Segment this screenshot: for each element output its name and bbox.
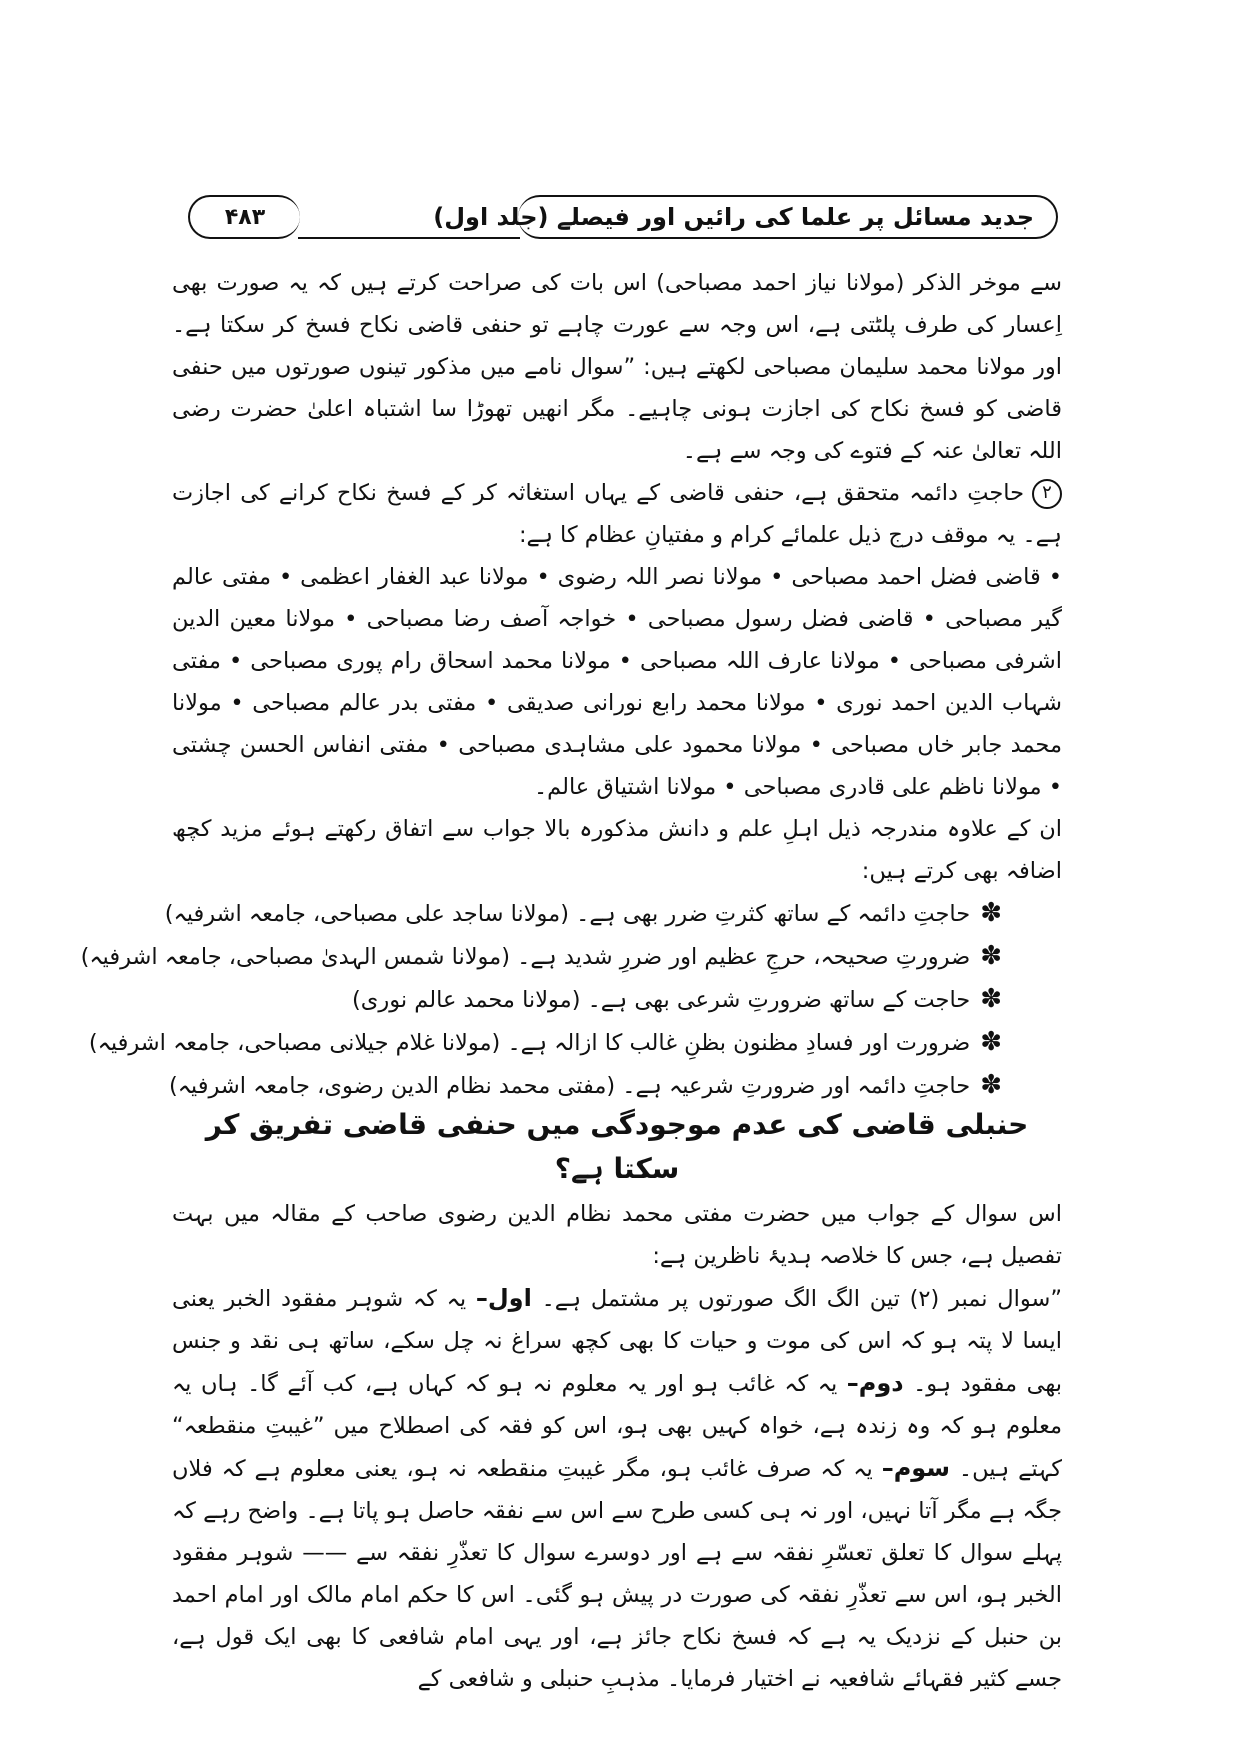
label-third: سوم– bbox=[881, 1454, 950, 1482]
asterisk-icon: ✽ bbox=[980, 984, 1002, 1014]
paragraph-2-text: حاجتِ دائمہ متحقق ہے، حنفی قاضی کے یہاں استغاثہ کر کے فسخ نکاح کرانے کی اجازت ہے۔ یہ موقف درج ذیل علمائے کرام و مفتیانِ عظام کا ہے: bbox=[172, 480, 1062, 548]
asterisk-icon: ✽ bbox=[980, 898, 1002, 928]
label-first: اول– bbox=[475, 1284, 532, 1312]
opinion-list bbox=[80, 892, 1062, 1107]
asterisk-icon: ✽ bbox=[980, 941, 1002, 971]
section-heading: حنبلی قاضی کی عدم موجودگی میں حنفی قاضی تفریق کر سکتا ہے؟ bbox=[205, 1108, 1029, 1185]
scholar-names: • قاضی فضل احمد مصباحی • مولانا نصر اللہ رضوی • مولانا عبد الغفار اعظمی • مفتی عالم گیر مصباحی • قاضی فضل رسول مصباحی • خواجہ آصف رضا مصباحی • مولانا معین الدین اشرفی مصباحی • مولانا عارف اللہ مصباحی • مولانا محمد اسحاق رام پوری مصباحی • مفتی شہاب الدین احمد نوری • مولانا محمد رابع نورانی صدیقی • مفتی بدر عالم مصباحی • مولانا محمد جابر خاں مصباحی • مولانا محمود علی مشاہدی مصباحی • مفتی انفاس الحسن چشتی • مولانا ناظم علی قادری مصباحی • مولانا اشتیاق عالم۔ bbox=[172, 564, 1062, 800]
intro-paragraph: ان کے علاوہ مندرجہ ذیل اہلِ علم و دانش مذکورہ بالا جواب سے اتفاق رکھتے ہوئے مزید کچھ اضافہ بھی کرتے ہیں: bbox=[172, 816, 1062, 884]
page-header bbox=[188, 195, 1058, 241]
page-body bbox=[80, 262, 1063, 1700]
paragraph-4: ”سوال نمبر (۲) تین الگ الگ صورتوں پر مشتمل ہے۔ اول– یہ کہ شوہر مفقود الخبر یعنی ایسا لا پتہ ہو کہ اس کی موت و حیات کا بھی کچھ سراغ نہ چل سکے، ساتھ ہی نقد و جنس بھی مفقود ہو۔ دوم– یہ کہ غائب ہو اور یہ معلوم نہ ہو کہ کہاں ہے، کب آئے گا۔ ہاں یہ معلوم ہو کہ وہ زندہ ہے، خواہ کہیں بھی ہو، اس کو فقہ کی اصطلاح میں ”غیبتِ منقطعہ“ کہتے ہیں۔ سوم– یہ کہ صرف غائب ہو، مگر غیبتِ منقطعہ نہ ہو، یعنی معلوم ہے کہ فلاں جگہ ہے مگر آتا نہیں، اور نہ ہی کسی طرح سے اس سے نفقہ حاصل ہو پاتا ہے۔ واضح رہے کہ پہلے سوال کا تعلق تعسّرِ نفقہ سے ہے اور دوسرے سوال کا تعذّرِ نفقہ سے —— شوہر مفقود الخبر ہو، اس سے تعذّرِ نفقہ کی صورت در پیش ہو گئی۔ اس کا حکم امام مالک اور امام احمد بن حنبل کے نزدیک یہ ہے کہ فسخ نکاح جائز ہے، اور یہی امام شافعی کا بھی ایک قول ہے، جسے کثیر فقہائے شافعیہ نے اختیار فرمایا۔ مذہبِ حنبلی و شافعی کے bbox=[172, 1284, 1063, 1692]
paragraph-3: اس سوال کے جواب میں حضرت مفتی محمد نظام الدین رضوی صاحب کے مقالہ میں بہت تفصیل ہے، جس کا خلاصہ ہدیۂ ناظرین ہے: bbox=[172, 1201, 1062, 1269]
point-number-badge: ۲ bbox=[1032, 479, 1062, 509]
paragraph-1: سے موخر الذکر (مولانا نیاز احمد مصباحی) اس بات کی صراحت کرتے ہیں کہ یہ صورت بھی اِعسار کی طرف پلٹتی ہے، اس وجہ سے عورت چاہے تو حنفی قاضی نکاح فسخ کر سکتا ہے۔ اور مولانا محمد سلیمان مصباحی لکھتے ہیں: ”سوال نامے میں مذکور تینوں صورتوں میں حنفی قاضی کو فسخ نکاح کی اجازت ہونی چاہیے۔ مگر انھیں تھوڑا سا اشتباہ اعلیٰ حضرت رضی اللہ تعالیٰ عنہ کے فتوے کی وجہ سے ہے۔ bbox=[172, 270, 1062, 464]
book-title: جدید مسائل پر علما کی رائیں اور فیصلے (جلد اول) bbox=[433, 203, 1034, 231]
list-item: ✽ضرورت اور فسادِ مظنون بظنِ غالب کا ازالہ ہے۔ (مولانا غلام جیلانی مصباحی، جامعہ اشرفیہ) bbox=[88, 1027, 1002, 1057]
header-rule bbox=[298, 237, 520, 239]
paragraph-2 bbox=[172, 472, 1062, 556]
list-item: ✽حاجتِ دائمہ اور ضرورتِ شرعیہ ہے۔ (مفتی محمد نظام الدین رضوی، جامعہ اشرفیہ) bbox=[168, 1070, 1002, 1100]
list-item: ✽حاجتِ دائمہ کے ساتھ کثرتِ ضرر بھی ہے۔ (مولانا ساجد علی مصباحی، جامعہ اشرفیہ) bbox=[164, 898, 1002, 928]
page-number: ۴۸۳ bbox=[224, 204, 266, 230]
page-number-frame bbox=[188, 195, 300, 239]
label-second: دوم– bbox=[846, 1369, 904, 1397]
header-title-frame bbox=[433, 195, 1058, 239]
asterisk-icon: ✽ bbox=[980, 1070, 1002, 1100]
list-item: ✽حاجت کے ساتھ ضرورتِ شرعی بھی ہے۔ (مولانا محمد عالم نوری) bbox=[351, 984, 1002, 1014]
asterisk-icon: ✽ bbox=[980, 1027, 1002, 1057]
list-item: ✽ضرورتِ صحیحہ، حرجِ عظیم اور ضررِ شدید ہے۔ (مولانا شمس الہدیٰ مصباحی، جامعہ اشرفیہ) bbox=[80, 941, 1002, 971]
